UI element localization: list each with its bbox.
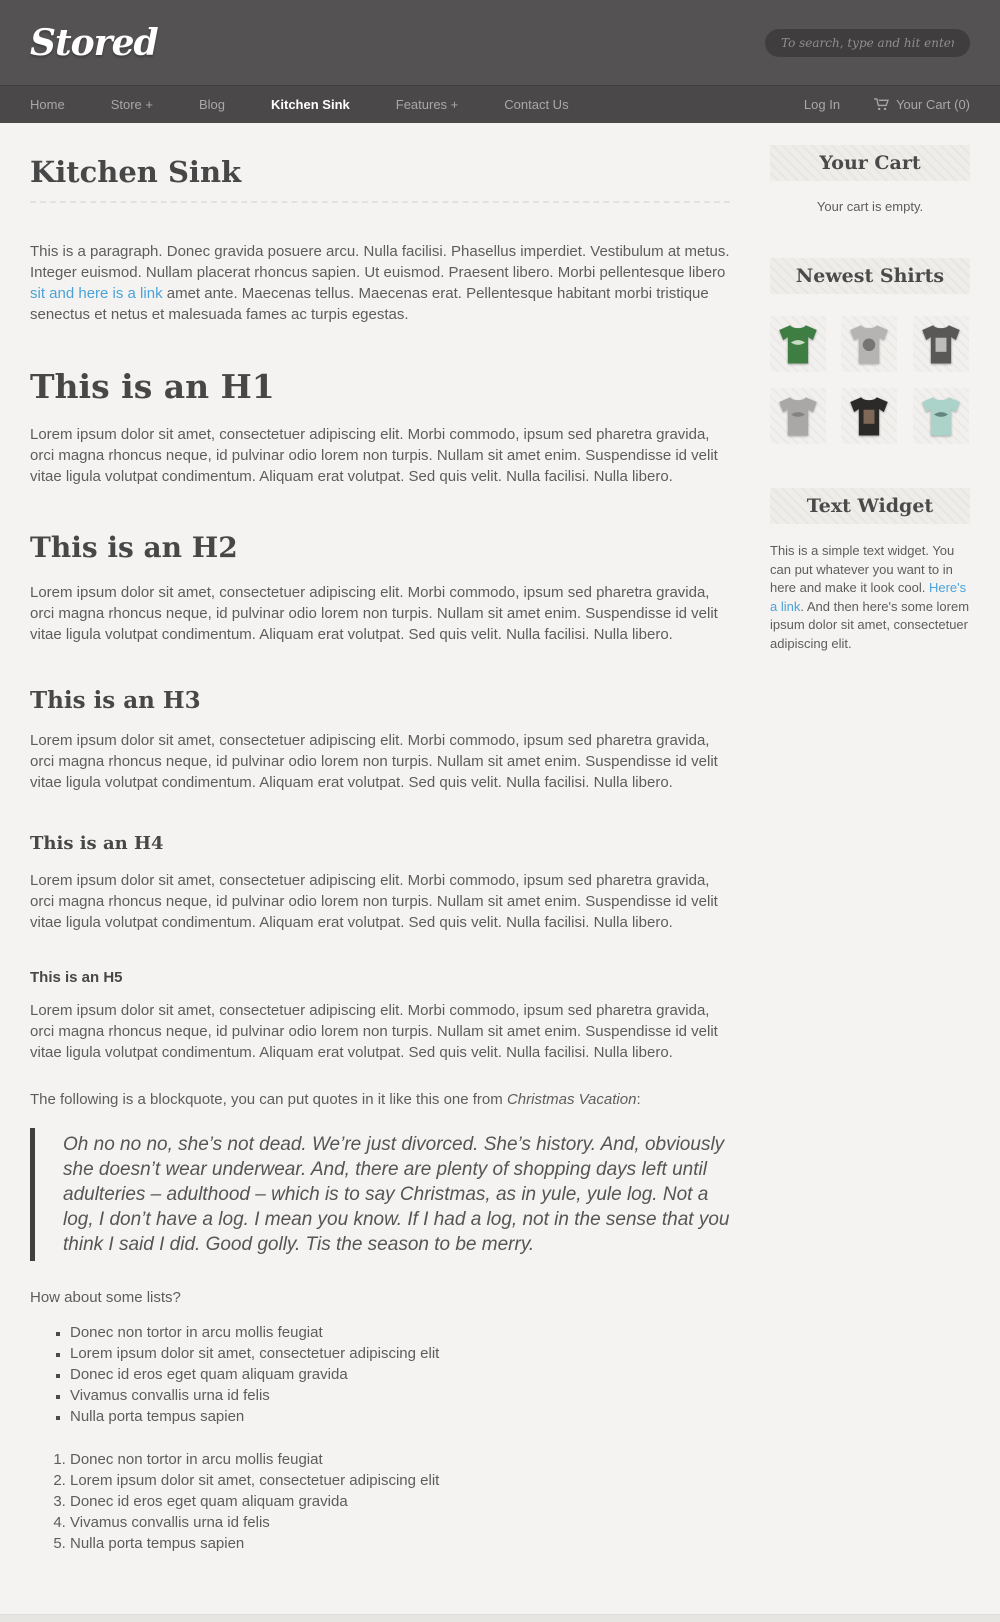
text-widget-after: . And then here's some lorem ipsum dolor sit amet, consectetuer adipiscing elit. <box>770 598 970 651</box>
blockquote: Oh no no no, she’s not dead. We’re just divorced. She’s history. And, obviously she doesn’t wear underwear. And, there are plenty of shopping days left until adulteries – adulthood – which is to say Christmas, as in yule, yule log. Not a log, I don’t have a log. I mean you know. If I had a log, not in the sense that you think I said I did. Good golly. Tis the season to be merry. <box>30 1128 730 1261</box>
section-heading-h4: This is an H4 <box>30 833 164 854</box>
movie-title: Christmas Vacation <box>506 1091 637 1108</box>
unordered-list-item: ▪ Lorem ipsum dolor sit amet, consectetuer adipiscing elit <box>70 1343 730 1364</box>
ordered-list-item: 4. Vivamus convallis urna id felis <box>70 1512 730 1533</box>
blockquote-intro-colon: : <box>636 1091 641 1108</box>
shirt-thumbnail-mint-graphic-tee[interactable] <box>913 388 969 444</box>
shirt-thumbnail-black-lion-tee[interactable] <box>841 388 897 444</box>
cart-widget-title: Your Cart <box>770 145 970 181</box>
ordered-list-item: 1. Donec non tortor in arcu mollis feugiat <box>70 1449 730 1470</box>
site-logo[interactable]: Stored <box>30 21 158 64</box>
shirt-thumbnail-gray-text-tee[interactable] <box>770 388 826 444</box>
shirt-print-graphic <box>863 339 876 352</box>
shirt-thumbnail-green-script-tee[interactable] <box>770 316 826 372</box>
section-paragraph-h5: Lorem ipsum dolor sit amet, consectetuer adipiscing elit. Morbi commodo, ipsum sed pharetra gravida, orci magna rhoncus neque, id pulvinar odio lorem non turpis. Nullam sit amet enim. Suspendisse id velit vitae ligula volutpat condimentum. Aliquam erat volutpat. Sed quis velit. Nulla facilisi. Nulla libero. <box>30 1002 718 1061</box>
footer-strip <box>0 1614 1000 1622</box>
nav-menu <box>30 97 615 112</box>
section-paragraph-h4: Lorem ipsum dolor sit amet, consectetuer adipiscing elit. Morbi commodo, ipsum sed pharetra gravida, orci magna rhoncus neque, id pulvinar odio lorem non turpis. Nullam sit amet enim. Suspendisse id velit vitae ligula volutpat condimentum. Aliquam erat volutpat. Sed quis velit. Nulla facilisi. Nulla libero. <box>30 872 718 931</box>
unordered-list-item: ▪ Donec non tortor in arcu mollis feugiat <box>70 1322 730 1343</box>
nav-utility <box>770 97 970 112</box>
text-widget-body <box>770 542 970 653</box>
login-link[interactable]: Log In <box>803 97 841 112</box>
nav-item-blog[interactable]: Blog <box>198 97 225 112</box>
shirts-grid <box>770 316 970 444</box>
main-wrapper <box>30 123 970 1622</box>
shirt-print-graphic <box>935 338 946 352</box>
cart-widget <box>770 145 970 214</box>
page-title: Kitchen Sink <box>30 155 242 189</box>
section-paragraph-h3: Lorem ipsum dolor sit amet, consectetuer adipiscing elit. Morbi commodo, ipsum sed pharetra gravida, orci magna rhoncus neque, id pulvinar odio lorem non turpis. Nullam sit amet enim. Suspendisse id velit vitae ligula volutpat condimentum. Aliquam erat volutpat. Sed quis velit. Nulla facilisi. Nulla libero. <box>30 732 718 791</box>
ordered-list-item: 5. Nulla porta tempus sapien <box>70 1533 730 1554</box>
nav-item-store[interactable]: Store + <box>110 97 153 112</box>
unordered-list-item: ▪ Vivamus convallis urna id felis <box>70 1385 730 1406</box>
search-input[interactable] <box>765 29 970 57</box>
intro-link[interactable]: sit and here is a link <box>30 285 163 302</box>
lists-intro: How about some lists? <box>30 1289 181 1306</box>
intro-text-before: This is a paragraph. Donec gravida posuere arcu. Nulla facilisi. Phasellus imperdiet. Vestibulum at metus. Integer euismod. Nullam placerat rhoncus sapien. Ut euismod. Praesent libero. Morbi pellentesque libero <box>30 243 730 281</box>
text-widget-link[interactable]: Here's a link <box>770 580 967 614</box>
section-paragraph-h2: Lorem ipsum dolor sit amet, consectetuer adipiscing elit. Morbi commodo, ipsum sed pharetra gravida, orci magna rhoncus neque, id pulvinar odio lorem non turpis. Nullam sit amet enim. Suspendisse id velit vitae ligula volutpat condimentum. Aliquam erat volutpat. Sed quis velit. Nulla facilisi. Nulla libero. <box>30 584 718 643</box>
ordered-list-item: 3. Donec id eros eget quam aliquam gravida <box>70 1491 730 1512</box>
section-heading-h5: This is an H5 <box>30 969 123 986</box>
title-divider <box>30 201 730 203</box>
cart-link[interactable] <box>874 97 970 112</box>
ordered-list-item: 2. Lorem ipsum dolor sit amet, consectetuer adipiscing elit <box>70 1470 730 1491</box>
main-nav <box>0 85 1000 123</box>
blockquote-intro-text: The following is a blockquote, you can put quotes in it like this one from <box>30 1091 507 1108</box>
cart-empty-message: Your cart is empty. <box>816 199 924 214</box>
ordered-list <box>30 1449 730 1554</box>
heading-demo-sections <box>30 367 730 1063</box>
section-heading-h2: This is an H2 <box>30 531 238 564</box>
section-heading-h1: This is an H1 <box>30 367 275 406</box>
unordered-list <box>30 1322 730 1427</box>
unordered-list-item: ▪ Donec id eros eget quam aliquam gravida <box>70 1364 730 1385</box>
cart-label: Your Cart (0) <box>896 97 970 112</box>
intro-paragraph <box>30 241 730 325</box>
text-widget-title: Text Widget <box>770 488 970 524</box>
shirt-thumbnail-charcoal-floral-tee[interactable] <box>913 316 969 372</box>
content-column <box>30 145 730 1576</box>
text-widget <box>770 488 970 653</box>
text-widget-before: This is a simple text widget. You can put whatever you want to in here and make it look cool. <box>770 543 955 595</box>
cart-icon <box>874 98 889 111</box>
section-heading-h3: This is an H3 <box>30 687 201 714</box>
nav-item-home[interactable]: Home <box>30 97 65 112</box>
section-paragraph-h1: Lorem ipsum dolor sit amet, consectetuer adipiscing elit. Morbi commodo, ipsum sed pharetra gravida, orci magna rhoncus neque, id pulvinar odio lorem non turpis. Nullam sit amet enim. Suspendisse id velit vitae ligula volutpat condimentum. Aliquam erat volutpat. Sed quis velit. Nulla facilisi. Nulla libero. <box>30 426 718 485</box>
blockquote-intro <box>30 1089 730 1110</box>
unordered-list-item: ▪ Nulla porta tempus sapien <box>70 1406 730 1427</box>
site-header <box>0 0 1000 85</box>
nav-item-features[interactable]: Features + <box>395 97 459 112</box>
sidebar <box>770 145 970 1576</box>
nav-item-kitchen-sink[interactable]: Kitchen Sink <box>271 97 350 112</box>
nav-item-contact-us[interactable]: Contact Us <box>504 97 569 112</box>
intro-text-after: amet ante. Maecenas tellus. Maecenas erat. Pellentesque habitant morbi tristique senectus et netus et malesuada fames ac turpis egestas. <box>30 285 709 323</box>
newest-shirts-title: Newest Shirts <box>770 258 970 294</box>
shirt-thumbnail-gray-emblem-tee[interactable] <box>841 316 897 372</box>
newest-shirts-widget <box>770 258 970 444</box>
shirt-print-graphic <box>864 410 875 424</box>
